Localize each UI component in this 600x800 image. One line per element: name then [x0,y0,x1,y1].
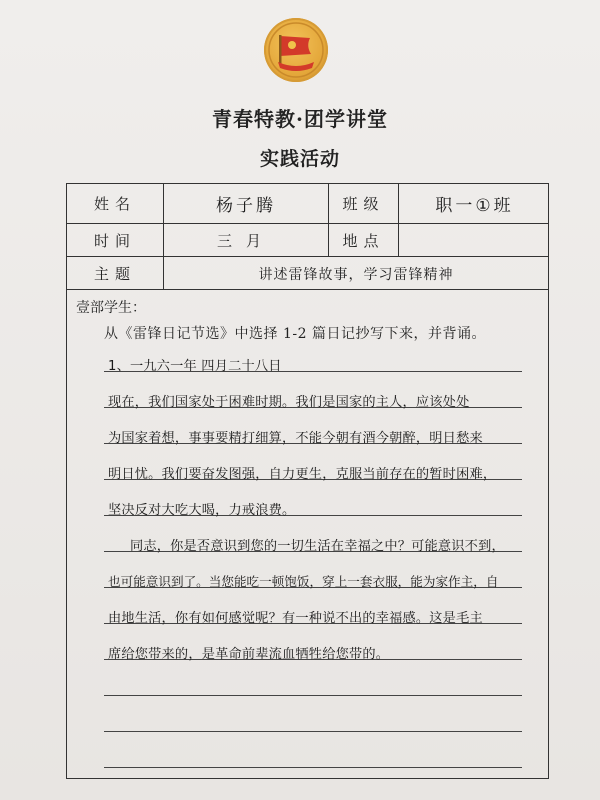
class-label: 班级 [329,184,399,223]
place-label: 地点 [329,224,399,256]
time-label: 时间 [67,224,164,256]
instruction-text: 从《雷锋日记节选》中选择 1-2 篇日记抄写下来，并背诵。 [104,326,486,342]
place-value[interactable] [399,224,550,256]
topic-value: 讲述雷锋故事，学习雷锋精神 [258,266,454,283]
name-value[interactable]: 杨子腾 [164,184,329,223]
handwritten-line: 现在，我们国家处于困难时期。我们是国家的主人，应该处处 [108,395,470,410]
handwritten-line: 1、一九六一年 四月二十八日 [108,359,282,374]
time-value[interactable]: 三月 [164,224,329,256]
handwritten-line: 席给您带来的，是革命前辈流血牺牲给您带的。 [108,647,390,662]
page-subtitle: 实践活动 [259,148,340,170]
info-table [66,183,549,290]
info-row-name-class [67,184,548,224]
handwritten-line: 同志，你是否意识到您的一切生活在幸福之中？可能意识不到， [130,539,505,554]
greeting-text: 壹部学生： [76,300,146,316]
info-row-topic [67,257,548,290]
communist-youth-league-emblem-icon [264,18,328,82]
ruled-line [104,767,522,768]
handwritten-line: 明日忧。我们要奋发图强，自力更生，克服当前存在的暂时困难， [108,467,497,482]
handwritten-line: 也可能意识到了。当您能吃一顿饱饭，穿上一套衣服，能为家作主，自 [108,574,499,589]
class-value[interactable]: 职一①班 [435,196,514,216]
handwritten-line: 坚决反对大吃大喝，力戒浪费。 [108,503,296,518]
handwritten-line: 为国家着想，事事要精打细算，不能今朝有酒今朝醉，明日愁来 [108,431,483,446]
ruled-line [104,695,522,696]
name-label: 姓名 [67,184,164,223]
page-title: 青春特教·团学讲堂 [212,107,388,131]
handwritten-line: 由地生活，你有如何感觉呢？有一种说不出的幸福感。这是毛主 [108,611,483,626]
ruled-line [104,731,522,732]
info-row-time-place [67,224,548,257]
topic-label: 主题 [67,257,164,290]
